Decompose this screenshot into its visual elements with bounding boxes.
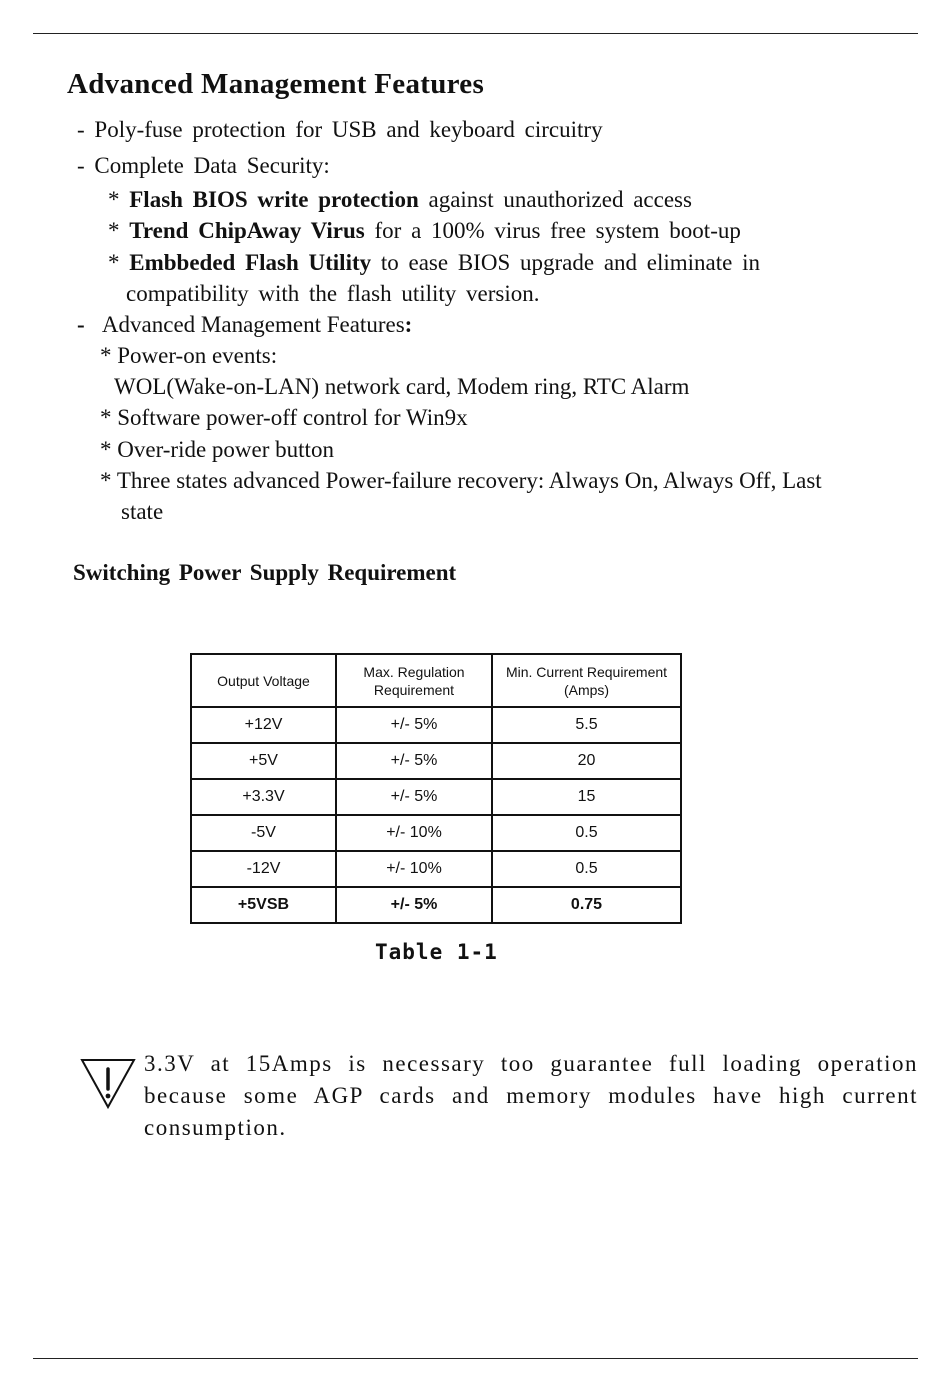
item-power-on-events: * Power-on events: (100, 343, 278, 368)
top-rule (33, 33, 918, 34)
cell-voltage: +3.3V (191, 779, 336, 815)
item-flash-rest: to ease BIOS upgrade and eliminate in (371, 250, 760, 275)
cell-regulation: +/- 10% (336, 815, 492, 851)
item-bios-bold: Flash BIOS write protection (129, 187, 419, 212)
item-chipaway-rest: for a 100% virus free system boot-up (364, 218, 741, 243)
table-row (191, 887, 681, 923)
cell-voltage: -5V (191, 815, 336, 851)
page-title: Advanced Management Features (67, 68, 485, 100)
section-title: Switching Power Supply Requirement (73, 560, 457, 585)
cell-current: 5.5 (492, 707, 681, 743)
bullet-poly-fuse: - Poly-fuse protection for USB and keyboard circuitry (77, 117, 603, 142)
table-row (191, 815, 681, 851)
item-flash-continuation: compatibility with the flash utility version. (126, 281, 540, 306)
table-row (191, 707, 681, 743)
item-power-failure-continuation: state (121, 499, 164, 524)
bullet-data-security: - Complete Data Security: (77, 153, 330, 178)
cell-voltage: +5VSB (191, 887, 336, 923)
table-caption: Table 1-1 (375, 940, 498, 964)
cell-current: 0.5 (492, 815, 681, 851)
cell-current: 20 (492, 743, 681, 779)
cell-regulation: +/- 5% (336, 887, 492, 923)
item-flash-bold: Embbeded Flash Utility (129, 250, 372, 275)
cell-voltage: +12V (191, 707, 336, 743)
cell-regulation: +/- 5% (336, 743, 492, 779)
table-row (191, 851, 681, 887)
item-software-power-off: * Software power-off control for Win9x (100, 405, 468, 430)
amf-dash: - (77, 312, 85, 337)
table-row (191, 743, 681, 779)
cell-current: 0.75 (492, 887, 681, 923)
power-supply-table (190, 653, 682, 924)
table-header-row (191, 654, 681, 707)
warning-icon (80, 1055, 136, 1111)
header-min-current: Min. Current Requirement (Amps) (492, 654, 681, 707)
cell-voltage: +5V (191, 743, 336, 779)
item-override-power: * Over-ride power button (100, 437, 334, 462)
item-power-failure-recovery: * Three states advanced Power-failure recovery: Always On, Always Off, Last (100, 468, 822, 493)
cell-current: 15 (492, 779, 681, 815)
item-wol: WOL(Wake-on-LAN) network card, Modem ring, RTC Alarm (114, 374, 690, 399)
amf-label: Advanced Management Features (101, 312, 405, 337)
cell-regulation: +/- 5% (336, 779, 492, 815)
table-row (191, 779, 681, 815)
cell-regulation: +/- 10% (336, 851, 492, 887)
cell-regulation: +/- 5% (336, 707, 492, 743)
item-bios-protection: * Flash BIOS write protection against unauthorized access (108, 187, 692, 212)
item-bios-rest: against unauthorized access (418, 187, 692, 212)
cell-current: 0.5 (492, 851, 681, 887)
warning-note: 3.3V at 15Amps is necessary too guarantee full loading operation because some AGP cards and memory modules have high current consumption. (144, 1051, 918, 1140)
item-chipaway: * Trend ChipAway Virus for a 100% virus free system boot-up (108, 218, 741, 243)
cell-voltage: -12V (191, 851, 336, 887)
amf-colon: : (404, 312, 413, 337)
item-chipaway-bold: Trend ChipAway Virus (129, 218, 365, 243)
bottom-rule (33, 1358, 918, 1359)
header-max-regulation: Max. Regulation Requirement (336, 654, 492, 707)
header-output-voltage: Output Voltage (191, 654, 336, 707)
bullet-advanced-management (77, 312, 412, 338)
item-flash-utility: * Embbeded Flash Utility to ease BIOS upgrade and eliminate in (108, 250, 760, 275)
